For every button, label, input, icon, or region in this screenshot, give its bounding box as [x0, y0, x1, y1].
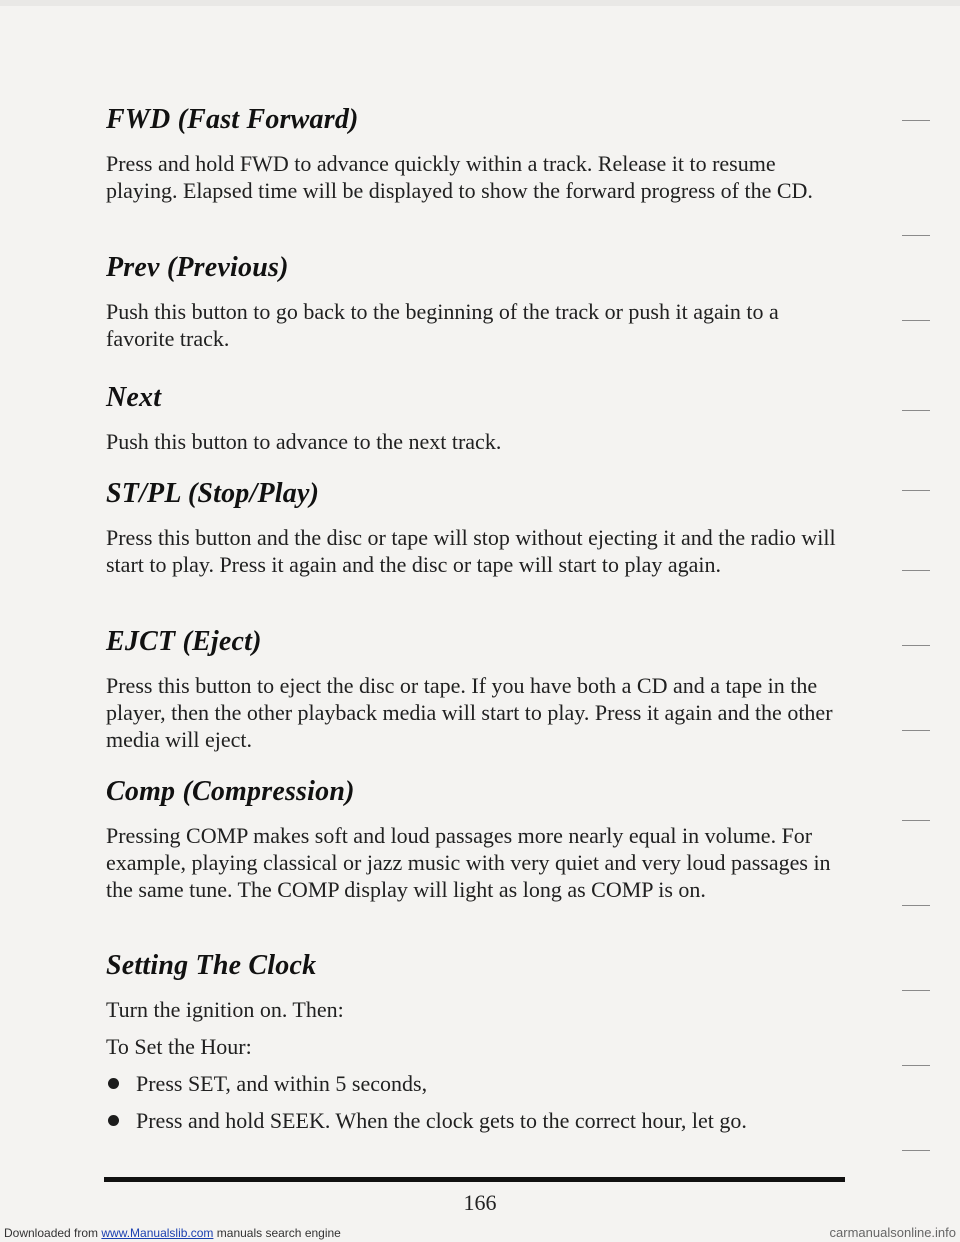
section-fwd [106, 104, 846, 204]
section-body: Press this button to eject the disc or tape. If you have both a CD and a tape in the player, then the other playback media will start to play. Press it again and the other media will eject. [106, 673, 833, 752]
clock-instruction: Turn the ignition on. Then: [106, 997, 344, 1022]
watermark: carmanualsonline.info [829, 1225, 956, 1240]
section-body: Press this button and the disc or tape will stop without ejecting it and the radio will start to play. Press it again and the disc or tape will start to play again. [106, 525, 836, 577]
bullet-item [106, 1070, 747, 1097]
bullet-text: Press and hold SEEK. When the clock gets to the correct hour, let go. [136, 1108, 747, 1133]
section-body: Pressing COMP makes soft and loud passages more nearly equal in volume. For example, playing classical or jazz music with very quiet and very loud passages in the same tune. The COMP display will light as long as COMP is on. [106, 823, 831, 902]
section-heading: FWD (Fast Forward) [106, 104, 359, 135]
download-prefix: Downloaded from [4, 1226, 102, 1240]
top-banner [0, 0, 960, 6]
section-body: Press and hold FWD to advance quickly within a track. Release it to resume playing. Elapsed time will be displayed to show the forward progress of the CD. [106, 151, 813, 203]
section-heading: EJCT (Eject) [106, 626, 262, 657]
bullet-item [106, 1107, 747, 1134]
section-heading: Comp (Compression) [106, 776, 355, 807]
bullet-dot-icon [108, 1078, 119, 1089]
section-heading: Prev (Previous) [106, 252, 289, 283]
bullet-text: Press SET, and within 5 seconds, [136, 1071, 428, 1096]
page-edge-marks [890, 80, 930, 1180]
bullet-dot-icon [108, 1115, 119, 1126]
section-eject [106, 626, 846, 753]
section-body: Push this button to advance to the next track. [106, 429, 502, 454]
section-heading: ST/PL (Stop/Play) [106, 478, 320, 509]
page-number: 166 [463, 1190, 497, 1215]
section-stop-play [106, 478, 846, 578]
section-compression [106, 776, 846, 903]
section-heading: Next [106, 382, 162, 413]
clock-subheading: To Set the Hour: [106, 1034, 252, 1059]
section-next [106, 382, 501, 455]
download-suffix: manuals search engine [213, 1226, 341, 1240]
section-prev [106, 252, 846, 352]
section-setting-clock [106, 950, 747, 1144]
section-body: Push this button to go back to the beginning of the track or push it again to a favorite track. [106, 299, 779, 351]
download-notice [4, 1226, 341, 1240]
footer-rule [104, 1177, 845, 1182]
manualslib-link[interactable]: www.Manualslib.com [101, 1226, 214, 1240]
section-heading: Setting The Clock [106, 950, 317, 981]
